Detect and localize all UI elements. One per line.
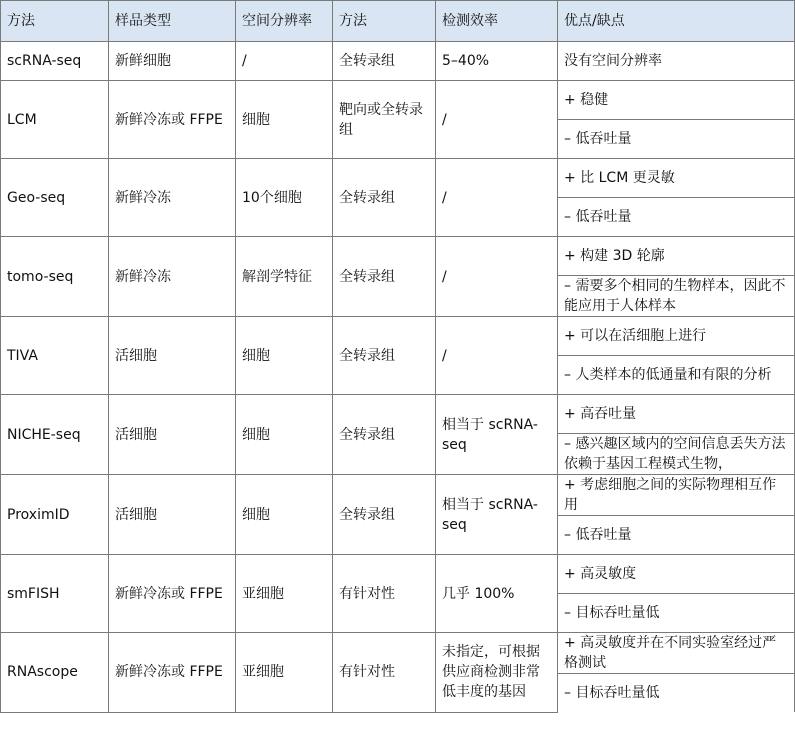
- cell-pro: + 可以在活细胞上进行: [558, 317, 795, 356]
- cell-approach: 靶向或全转录组: [333, 81, 436, 159]
- cell-method: ProximID: [1, 475, 109, 555]
- cell-sample-type: 新鲜冷冻或 FFPE: [109, 633, 236, 713]
- cell-detection-efficiency: 相当于 scRNA-seq: [436, 395, 558, 475]
- cell-pros-cons: 没有空间分辨率: [558, 42, 795, 81]
- cell-spatial-resolution: 细胞: [236, 81, 333, 159]
- cell-spatial-resolution: 亚细胞: [236, 555, 333, 633]
- cell-pro: + 构建 3D 轮廓: [558, 237, 795, 276]
- cell-spatial-resolution: 亚细胞: [236, 633, 333, 713]
- cell-approach: 全转录组: [333, 237, 436, 317]
- cell-approach: 全转录组: [333, 159, 436, 237]
- cell-detection-efficiency: 未指定，可根据供应商检测非常低丰度的基因: [436, 633, 558, 713]
- cell-con: – 目标吞吐量低: [558, 594, 795, 633]
- table-row: [1, 159, 795, 198]
- cell-con: – 目标吞吐量低: [558, 674, 795, 713]
- cell-approach: 有针对性: [333, 633, 436, 713]
- table-row: [1, 395, 795, 434]
- cell-method: smFISH: [1, 555, 109, 633]
- cell-method: Geo-seq: [1, 159, 109, 237]
- table-row: [1, 42, 795, 81]
- cell-pro: + 高灵敏度: [558, 555, 795, 594]
- cell-con: – 感兴趣区域内的空间信息丢失方法依赖于基因工程模式生物，: [558, 434, 795, 475]
- cell-sample-type: 活细胞: [109, 475, 236, 555]
- cell-con: – 低吞吐量: [558, 198, 795, 237]
- cell-sample-type: 新鲜冷冻或 FFPE: [109, 555, 236, 633]
- cell-pro: + 考虑细胞之间的实际物理相互作用: [558, 475, 795, 516]
- table-row: [1, 633, 795, 674]
- cell-con: – 人类样本的低通量和有限的分析: [558, 356, 795, 395]
- cell-method: LCM: [1, 81, 109, 159]
- cell-method: TIVA: [1, 317, 109, 395]
- cell-approach: 全转录组: [333, 42, 436, 81]
- table-row: [1, 555, 795, 594]
- cell-sample-type: 新鲜细胞: [109, 42, 236, 81]
- cell-approach: 全转录组: [333, 475, 436, 555]
- cell-detection-efficiency: 相当于 scRNA-seq: [436, 475, 558, 555]
- cell-method: RNAscope: [1, 633, 109, 713]
- header-row: [1, 1, 795, 42]
- cell-sample-type: 新鲜冷冻: [109, 237, 236, 317]
- cell-spatial-resolution: 解剖学特征: [236, 237, 333, 317]
- cell-sample-type: 新鲜冷冻或 FFPE: [109, 81, 236, 159]
- cell-detection-efficiency: /: [436, 317, 558, 395]
- header-sample-type: 样品类型: [109, 1, 236, 42]
- cell-pro: + 稳健: [558, 81, 795, 120]
- table-row: [1, 81, 795, 120]
- table-row: [1, 237, 795, 276]
- cell-approach: 全转录组: [333, 395, 436, 475]
- cell-detection-efficiency: 5–40%: [436, 42, 558, 81]
- cell-con: – 低吞吐量: [558, 516, 795, 555]
- cell-method: scRNA-seq: [1, 42, 109, 81]
- cell-detection-efficiency: 几乎 100%: [436, 555, 558, 633]
- header-method: 方法: [1, 1, 109, 42]
- cell-sample-type: 活细胞: [109, 317, 236, 395]
- cell-spatial-resolution: 细胞: [236, 395, 333, 475]
- cell-approach: 有针对性: [333, 555, 436, 633]
- cell-spatial-resolution: 细胞: [236, 475, 333, 555]
- cell-con: – 低吞吐量: [558, 120, 795, 159]
- header-spatial-resolution: 空间分辨率: [236, 1, 333, 42]
- header-approach: 方法: [333, 1, 436, 42]
- cell-pro: + 比 LCM 更灵敏: [558, 159, 795, 198]
- cell-approach: 全转录组: [333, 317, 436, 395]
- cell-spatial-resolution: 细胞: [236, 317, 333, 395]
- table-row: [1, 475, 795, 516]
- cell-method: tomo-seq: [1, 237, 109, 317]
- header-detection-efficiency: 检测效率: [436, 1, 558, 42]
- cell-spatial-resolution: 10个细胞: [236, 159, 333, 237]
- cell-pro: + 高吞吐量: [558, 395, 795, 434]
- cell-spatial-resolution: /: [236, 42, 333, 81]
- cell-detection-efficiency: /: [436, 159, 558, 237]
- header-pros-cons: 优点/缺点: [558, 1, 795, 42]
- table-row: [1, 317, 795, 356]
- cell-sample-type: 活细胞: [109, 395, 236, 475]
- cell-method: NICHE-seq: [1, 395, 109, 475]
- cell-con: – 需要多个相同的生物样本，因此不能应用于人体样本: [558, 276, 795, 317]
- cell-sample-type: 新鲜冷冻: [109, 159, 236, 237]
- cell-detection-efficiency: /: [436, 81, 558, 159]
- cell-detection-efficiency: /: [436, 237, 558, 317]
- cell-pro: + 高灵敏度并在不同实验室经过严格测试: [558, 633, 795, 674]
